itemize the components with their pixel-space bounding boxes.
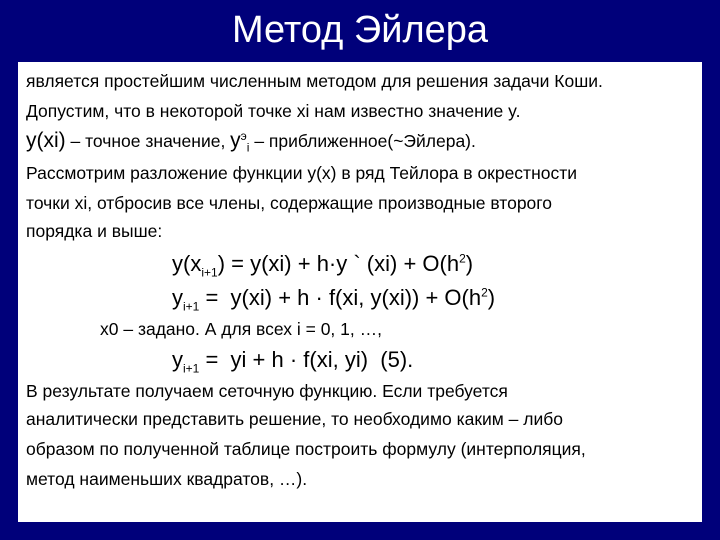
formula-euler-lhs: y xyxy=(172,285,183,310)
taylor-line-2: точки xi, отбросив все члены, содержащие производные второго xyxy=(26,193,553,213)
result-line-3: образом по полученной таблице построить формулу (интерполяция, xyxy=(26,439,586,459)
formula-taylor-sub: i+1 xyxy=(201,265,218,280)
formula-euler-end: ) xyxy=(487,285,496,310)
initial-condition: x0 – задано. А для всех i = 0, 1, …, xyxy=(100,319,382,339)
approx-subscript: i xyxy=(246,140,250,155)
content-panel xyxy=(18,62,702,522)
result-line-1: В результате получаем сеточную функцию. Если требуется xyxy=(26,381,508,401)
taylor-line-3: порядка и выше: xyxy=(26,221,163,241)
formula-euler-rhs: = y(xi) + h · f(xi, y(xi)) + O(h xyxy=(199,285,482,310)
formula-taylor-rhs: ) = y(xi) + h·y ` (xi) + O(h xyxy=(217,251,460,276)
intro-line-1: является простейшим численным методом для решения задачи Коши. xyxy=(26,71,603,91)
formula-euler-step xyxy=(172,346,413,374)
approx-solution-desc: – приближенное(~Эйлера). xyxy=(249,131,476,151)
approx-superscript: э xyxy=(240,129,247,144)
formula-taylor-sup: 2 xyxy=(459,251,466,266)
result-line-4: метод наименьших квадратов, …). xyxy=(26,469,308,489)
formula-step-sub: i+1 xyxy=(183,361,200,376)
intro-line-2: Допустим, что в некоторой точке xi нам известно значение y. xyxy=(26,101,521,121)
taylor-line-1: Рассмотрим разложение функции y(x) в ряд Тейлора в окрестности xyxy=(26,163,578,183)
formula-taylor xyxy=(172,250,473,278)
slide-title: Метод Эйлера xyxy=(231,9,489,51)
result-line-2: аналитически представить решение, то необходимо каким – либо xyxy=(26,409,564,429)
exact-solution-symbol: y(xi) xyxy=(26,129,66,152)
definition-line xyxy=(26,128,476,154)
formula-euler-sup: 2 xyxy=(481,285,488,300)
formula-euler-sub: i+1 xyxy=(183,299,200,314)
exact-solution-desc: – точное значение, xyxy=(65,131,231,151)
formula-step-rhs: = yi + h · f(xi, yi) (5). xyxy=(199,347,414,372)
formula-taylor-lhs: y(x xyxy=(172,251,202,276)
formula-taylor-end: ) xyxy=(465,251,474,276)
formula-euler-general xyxy=(172,284,495,312)
formula-step-lhs: y xyxy=(172,347,183,372)
approx-solution-symbol: y xyxy=(230,129,241,152)
